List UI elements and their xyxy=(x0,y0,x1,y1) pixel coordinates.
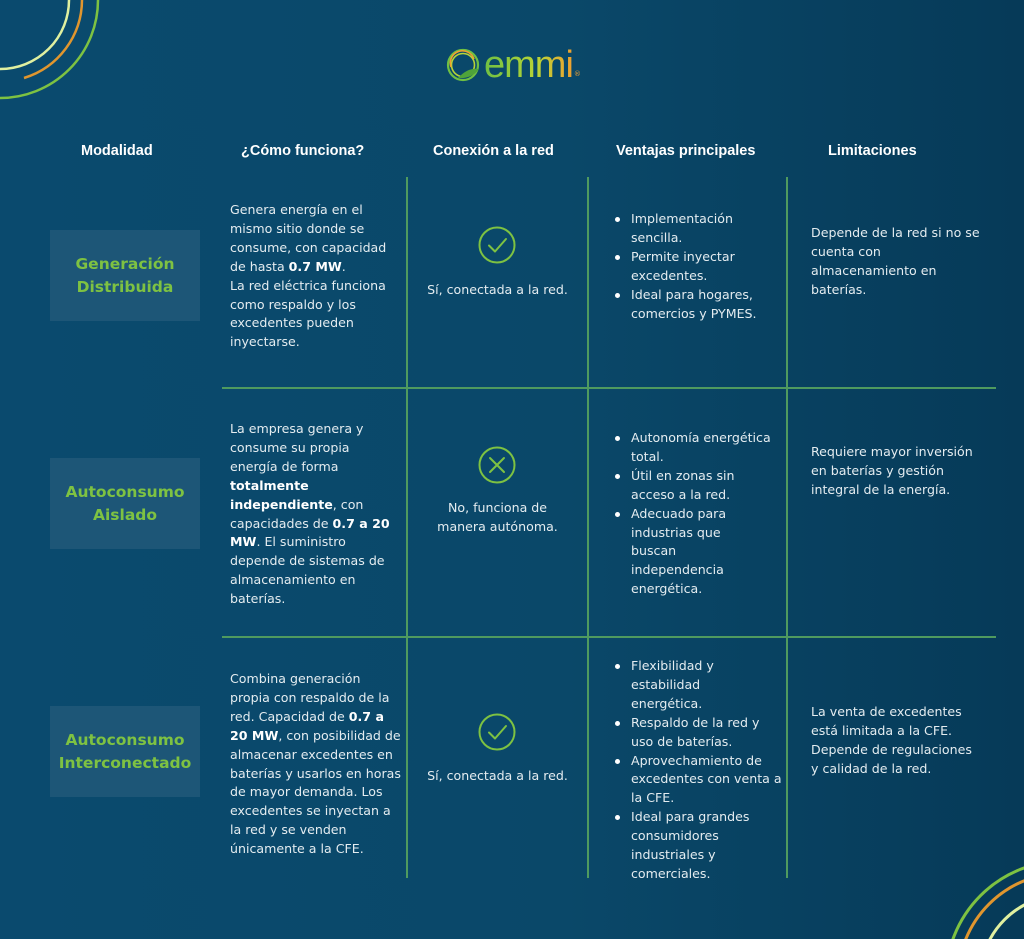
limitaciones-text: La venta de excedentes está limitada a la CFE. Depende de regulaciones y calidad de la red. xyxy=(811,704,972,776)
x-circle-icon xyxy=(478,446,516,484)
modalidad-label-line2: Aislado xyxy=(92,505,158,524)
emmi-swirl-logo-icon xyxy=(446,45,480,85)
modalidad-autoconsumo-aislado xyxy=(50,458,200,549)
list-item: Permite inyectar excedentes. xyxy=(612,248,782,286)
grid-divider-horizontal xyxy=(222,636,996,638)
list-item: Ideal para grandes consumidores industriales y comerciales. xyxy=(612,808,752,884)
list-item: Autonomía energética total. xyxy=(612,429,782,467)
modalidad-label-line2: Distribuida xyxy=(76,277,174,296)
como-funciona-text: Combina generación propia con respaldo de la red. Capacidad de 0.7 a 20 MW, con posibilidad de almacenar excedentes en baterías y usarlos en horas de mayor demanda. Los excedentes se inyectan a la red y se venden únicamente a la CFE. xyxy=(230,671,401,857)
como-funciona-text: Genera energía en el mismo sitio donde se consume, con capacidad de hasta 0.7 MW. La red eléctrica funciona como respaldo y los excedentes pueden inyectarse. xyxy=(230,202,387,350)
list-item: Flexibilidad y estabilidad energética. xyxy=(612,657,722,714)
conexion-text: No, funciona de manera autónoma. xyxy=(437,500,558,534)
check-circle-icon xyxy=(478,226,516,264)
grid-divider-vertical xyxy=(406,177,408,878)
modalidad-label-line2: Interconectado xyxy=(58,753,192,772)
ventajas-list xyxy=(612,657,782,884)
list-item: Aprovechamiento de excedentes con venta a la CFE. xyxy=(612,752,782,809)
grid-divider-vertical xyxy=(786,177,788,878)
list-item: Respaldo de la red y uso de baterías. xyxy=(612,714,782,752)
decorative-arcs-bottom-right-icon xyxy=(924,839,1024,939)
registered-mark: ® xyxy=(573,70,581,78)
header-modalidad: Modalidad xyxy=(81,143,153,159)
modalidad-label-line1: Autoconsumo xyxy=(65,730,185,749)
limitaciones-text: Depende de la red si no se cuenta con almacenamiento en baterías. xyxy=(811,225,980,297)
check-circle-icon xyxy=(478,713,516,751)
ventajas-list xyxy=(612,210,782,323)
header-conexion: Conexión a la red xyxy=(433,143,554,159)
list-item: Útil en zonas sin acceso a la red. xyxy=(612,467,782,505)
limitaciones-text: Requiere mayor inversión en baterías y gestión integral de la energía. xyxy=(811,444,973,497)
emmi-logo xyxy=(446,42,586,88)
decorative-arcs-top-left-icon xyxy=(0,0,100,105)
modalidad-label-line1: Autoconsumo xyxy=(65,482,185,501)
list-item: Ideal para hogares, comercios y PYMES. xyxy=(612,286,782,324)
list-item: Implementación sencilla. xyxy=(612,210,782,248)
list-item: Adecuado para industrias que buscan independencia energética. xyxy=(612,505,742,600)
como-funciona-text: La empresa genera y consume su propia energía de forma totalmente independiente, con capacidades de 0.7 a 20 MW. El suministro depende de sistemas de almacenamiento en baterías. xyxy=(230,421,390,607)
header-como-funciona: ¿Cómo funciona? xyxy=(241,143,365,159)
conexion-text: Sí, conectada a la red. xyxy=(427,768,568,783)
modalidad-autoconsumo-interconectado xyxy=(50,706,200,797)
header-limitaciones: Limitaciones xyxy=(828,143,917,159)
logo-wordmark: emmi xyxy=(484,44,573,86)
ventajas-list xyxy=(612,429,782,599)
header-ventajas: Ventajas principales xyxy=(616,143,756,159)
grid-divider-horizontal xyxy=(222,387,996,389)
modalidad-generacion-distribuida xyxy=(50,230,200,321)
grid-divider-vertical xyxy=(587,177,589,878)
modalidad-label-line1: Generación xyxy=(75,254,175,273)
conexion-text: Sí, conectada a la red. xyxy=(427,282,568,297)
